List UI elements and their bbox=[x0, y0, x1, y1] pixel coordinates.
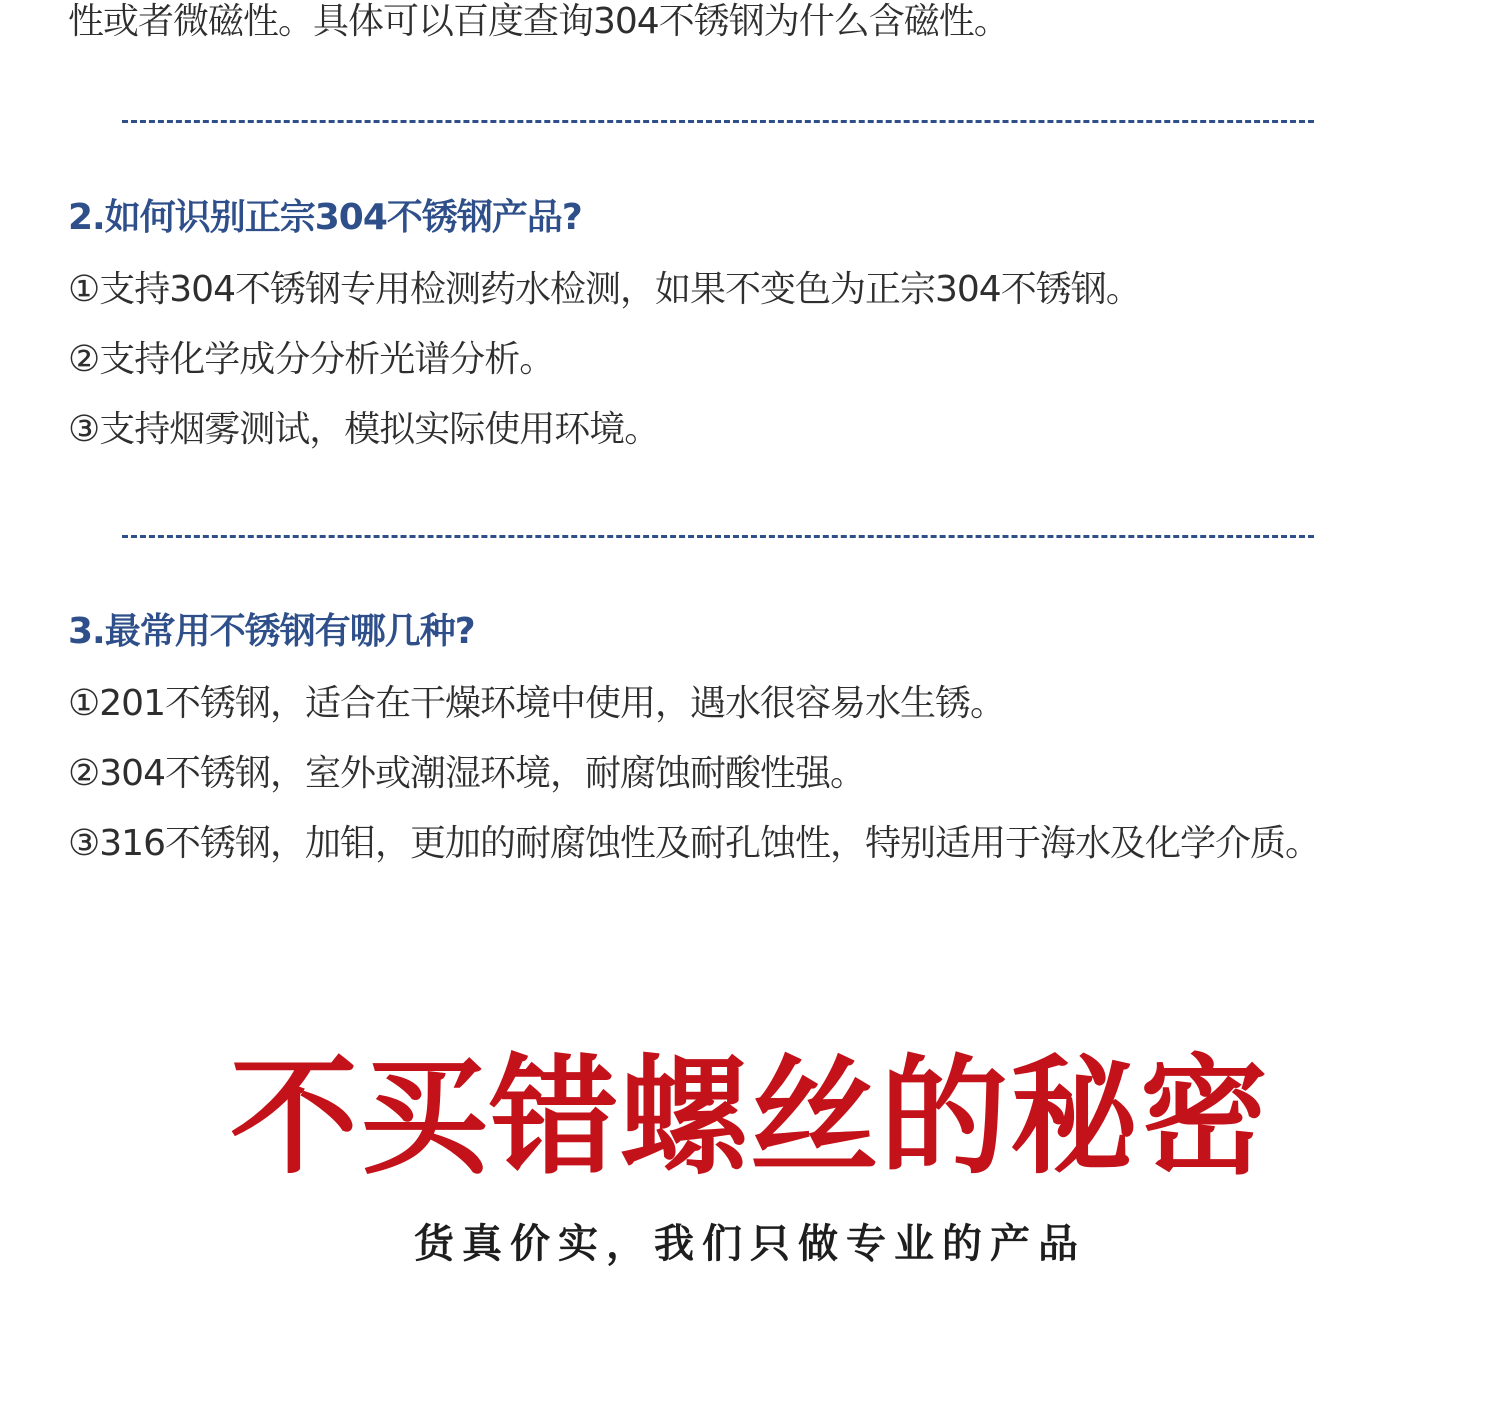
banner-title bbox=[0, 1043, 1500, 1192]
intro-text-tail: 性或者微磁性。具体可以百度查询304不锈钢为什么含磁性。 bbox=[68, 1, 1009, 42]
section-2-item-3: ③支持烟雾测试，模拟实际使用环境。 bbox=[68, 409, 660, 450]
section-2-title: 2.如何识别正宗304不锈钢产品? bbox=[68, 197, 582, 238]
section-divider-1 bbox=[122, 120, 1314, 123]
section-3-item-2: ②304不锈钢，室外或潮湿环境，耐腐蚀耐酸性强。 bbox=[68, 753, 865, 794]
banner-slogan: 货真价实，我们只做专业的产品 bbox=[414, 1220, 1086, 1267]
section-3-item-3: ③316不锈钢，加钼，更加的耐腐蚀性及耐孔蚀性，特别适用于海水及化学介质。 bbox=[68, 823, 1320, 864]
section-2-item-2: ②支持化学成分分析光谱分析。 bbox=[68, 339, 555, 380]
section-divider-2 bbox=[122, 535, 1314, 538]
banner-title-text: 不买错螺丝的秘密 bbox=[229, 1043, 1270, 1192]
section-2-item-1: ①支持304不锈钢专用检测药水检测，如果不变色为正宗304不锈钢。 bbox=[68, 269, 1141, 310]
section-3-item-1: ①201不锈钢，适合在干燥环境中使用，遇水很容易水生锈。 bbox=[68, 683, 1005, 724]
section-3-title: 3.最常用不锈钢有哪几种? bbox=[68, 611, 475, 652]
